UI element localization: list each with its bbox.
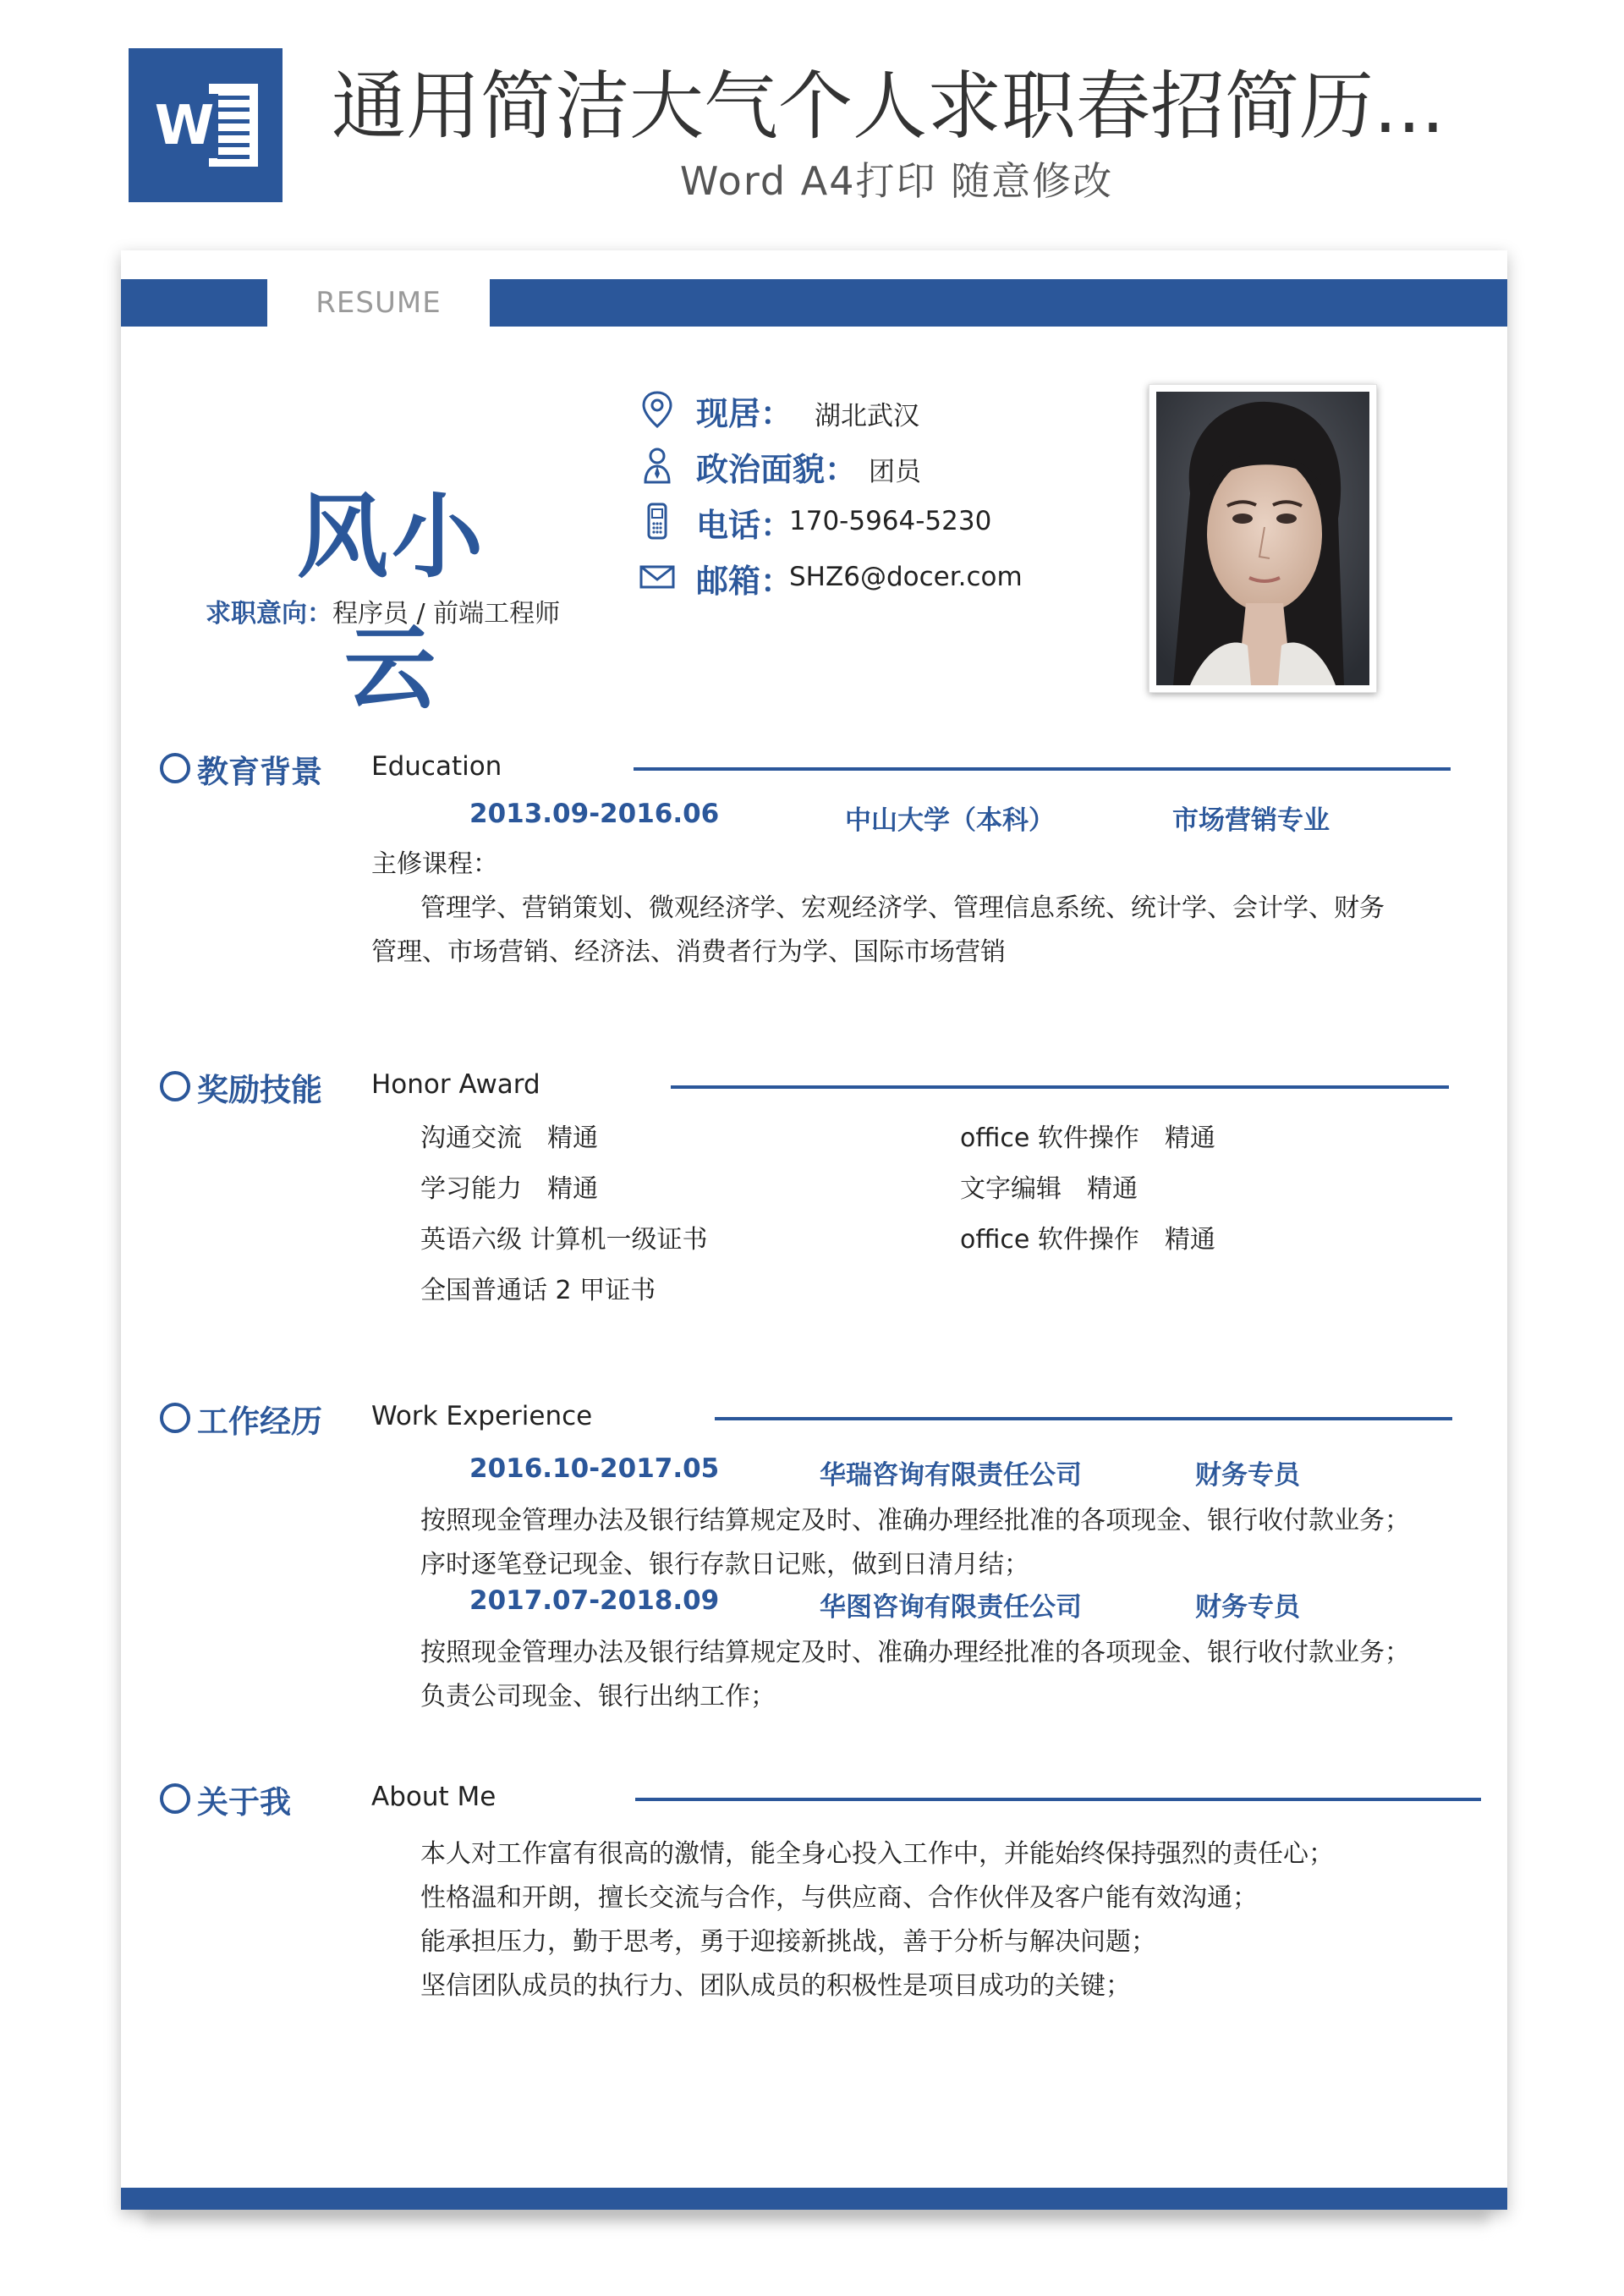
job-role: 财务专员	[1195, 1460, 1300, 1491]
portrait-image	[1156, 392, 1369, 685]
contact-value: 团员	[869, 457, 921, 487]
candidate-name: 风小云	[296, 485, 486, 722]
education-school: 中山大学（本科）	[845, 805, 1055, 836]
section-header-work	[160, 1392, 1471, 1443]
education-period: 2013.09-2016.06	[469, 799, 720, 829]
section-ring-icon	[160, 1403, 190, 1433]
contact-label: 政治面貌：	[696, 451, 858, 488]
section-divider	[671, 1085, 1449, 1089]
contact-label: 电话：	[696, 507, 793, 544]
job-role: 财务专员	[1195, 1592, 1300, 1623]
courses-line-2: 管理、市场营销、经济法、消费者行为学、国际市场营销	[371, 937, 1006, 967]
job-intention-value: 程序员 / 前端工程师	[332, 599, 561, 629]
contact-row-location	[639, 384, 1112, 440]
profile-photo	[1149, 384, 1377, 693]
word-letter: W	[151, 94, 218, 158]
contact-value: SHZ6@docer.com	[789, 562, 1023, 592]
section-title-en: About Me	[371, 1782, 497, 1812]
section-ring-icon	[160, 753, 190, 783]
about-line: 能承担压力，勤于思考，勇于迎接新挑战，善于分析与解决问题；	[420, 1927, 1156, 1957]
section-divider	[634, 767, 1451, 771]
contact-row-phone	[639, 496, 1112, 552]
job-duty: 按照现金管理办法及银行结算规定及时、准确办理经批准的各项现金、银行收付款业务；	[420, 1506, 1410, 1535]
section-header-education	[160, 743, 1471, 794]
honor-item: 全国普通话 2 甲证书	[420, 1276, 656, 1305]
section-title-en: Education	[371, 751, 502, 782]
sheet-shadow	[144, 2210, 1489, 2232]
honor-item: 文字编辑 精通	[960, 1174, 1138, 1204]
job-company: 华瑞咨询有限责任公司	[820, 1460, 1082, 1491]
job-period: 2017.07-2018.09	[469, 1585, 720, 1616]
section-divider	[715, 1417, 1452, 1420]
courses-label: 主修课程：	[371, 849, 498, 879]
section-divider	[635, 1798, 1481, 1801]
contact-row-email	[639, 552, 1112, 607]
bottom-bar	[121, 2188, 1507, 2210]
honor-item: 沟通交流 精通	[420, 1123, 598, 1153]
job-duty: 按照现金管理办法及银行结算规定及时、准确办理经批准的各项现金、银行收付款业务；	[420, 1638, 1410, 1667]
job-duty: 序时逐笔登记现金、银行存款日记账，做到日清月结；	[420, 1550, 1029, 1579]
location-pin-icon	[639, 389, 676, 430]
document-title: 通用简洁大气个人求职春招简历...	[332, 63, 1445, 150]
section-header-about	[160, 1773, 1471, 1824]
top-bar-left	[121, 279, 267, 327]
about-line: 性格温和开朗，擅长交流与合作，与供应商、合作伙伴及客户能有效沟通；	[420, 1883, 1258, 1913]
section-title: 关于我	[197, 1784, 291, 1821]
resume-label: RESUME	[315, 286, 442, 320]
phone-icon	[639, 501, 676, 541]
honor-item: office 软件操作 精通	[960, 1225, 1215, 1255]
section-title-en: Honor Award	[371, 1069, 540, 1100]
section-header-honor	[160, 1061, 1471, 1112]
section-ring-icon	[160, 1783, 190, 1814]
contact-row-political	[639, 440, 1112, 496]
about-line: 坚信团队成员的执行力、团队成员的积极性是项目成功的关键；	[420, 1971, 1131, 2001]
document-subtitle: Word A4打印 随意修改	[679, 158, 1114, 204]
section-ring-icon	[160, 1071, 190, 1101]
person-icon	[639, 445, 676, 486]
honor-item: 英语六级 计算机一级证书	[420, 1225, 708, 1255]
about-line: 本人对工作富有很高的激情，能全身心投入工作中，并能始终保持强烈的责任心；	[420, 1839, 1334, 1869]
contact-label: 邮箱：	[696, 563, 793, 600]
education-major: 市场营销专业	[1172, 805, 1330, 836]
mail-icon	[639, 557, 676, 597]
job-period: 2016.10-2017.05	[469, 1453, 720, 1484]
job-company: 华图咨询有限责任公司	[820, 1592, 1082, 1623]
honor-item: 学习能力 精通	[420, 1174, 598, 1204]
honor-item: office 软件操作 精通	[960, 1123, 1215, 1153]
section-title-en: Work Experience	[371, 1401, 593, 1431]
contact-info	[639, 384, 1112, 607]
job-duty: 负责公司现金、银行出纳工作；	[420, 1682, 776, 1711]
contact-label: 现居：	[696, 395, 793, 432]
section-title: 工作经历	[197, 1403, 322, 1440]
courses-line-1: 管理学、营销策划、微观经济学、宏观经济学、管理信息系统、统计学、会计学、财务	[420, 893, 1385, 923]
job-intention	[206, 592, 612, 629]
contact-value: 170-5964-5230	[789, 506, 992, 536]
job-intention-label: 求职意向：	[206, 599, 332, 629]
contact-value: 湖北武汉	[815, 401, 919, 431]
resume-sheet	[121, 250, 1507, 2210]
section-title: 奖励技能	[197, 1072, 322, 1108]
top-bar-right	[490, 279, 1507, 327]
section-title: 教育背景	[197, 754, 322, 790]
